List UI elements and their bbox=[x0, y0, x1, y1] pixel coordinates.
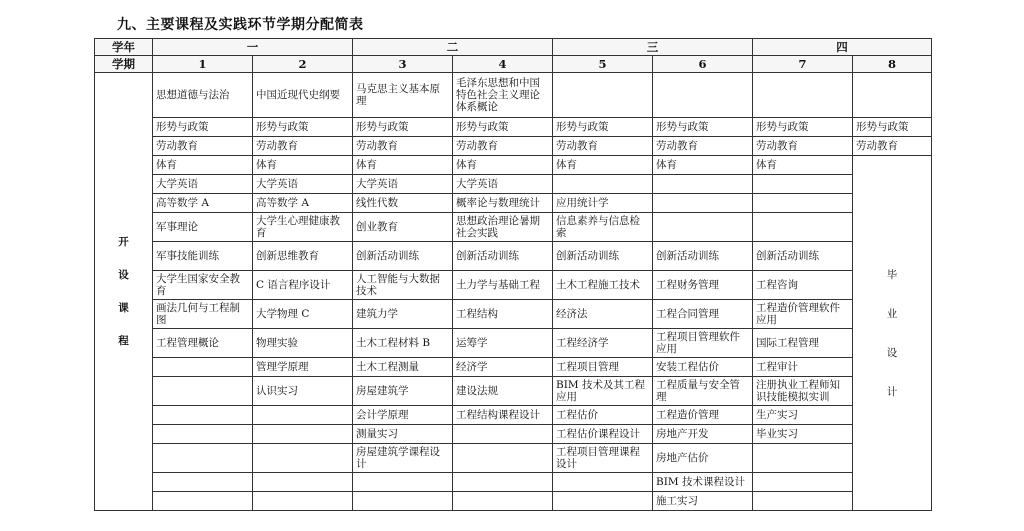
course-cell: 工程造价管理软件应用 bbox=[753, 300, 853, 329]
course-cell: 中国近现代史纲要 bbox=[253, 73, 353, 118]
course-cell: 形势与政策 bbox=[553, 118, 653, 137]
course-cell bbox=[753, 473, 853, 492]
course-cell: 土木工程施工技术 bbox=[553, 271, 653, 300]
term-header-row bbox=[95, 56, 932, 73]
course-cell: 大学英语 bbox=[153, 175, 253, 194]
course-cell: 体育 bbox=[353, 156, 453, 175]
course-cell: 军事技能训练 bbox=[153, 242, 253, 271]
course-cell: 创新活动训练 bbox=[653, 242, 753, 271]
course-cell: 思想道德与法治 bbox=[153, 73, 253, 118]
course-cell bbox=[553, 492, 653, 511]
course-cell: 工程项目管理软件应用 bbox=[653, 329, 753, 358]
course-cell: 形势与政策 bbox=[153, 118, 253, 137]
course-cell: 经济学 bbox=[453, 358, 553, 377]
course-cell: 施工实习 bbox=[653, 492, 753, 511]
course-cell: 房地产开发 bbox=[653, 425, 753, 444]
term-5: 5 bbox=[553, 56, 653, 73]
year-2: 二 bbox=[353, 39, 553, 56]
course-cell: 物理实验 bbox=[253, 329, 353, 358]
course-cell bbox=[553, 175, 653, 194]
course-cell: 建设法规 bbox=[453, 377, 553, 406]
course-cell: 劳动教育 bbox=[453, 137, 553, 156]
course-cell: 体育 bbox=[553, 156, 653, 175]
course-cell bbox=[453, 492, 553, 511]
course-cell: 安装工程估价 bbox=[653, 358, 753, 377]
course-cell bbox=[153, 444, 253, 473]
term-label: 学期 bbox=[95, 56, 153, 73]
course-cell: 高等数学 A bbox=[153, 194, 253, 213]
course-cell: 高等数学 A bbox=[253, 194, 353, 213]
graduation-design-cell bbox=[853, 156, 932, 511]
course-cell bbox=[153, 358, 253, 377]
course-cell: 运筹学 bbox=[453, 329, 553, 358]
table-row bbox=[95, 377, 932, 406]
course-cell bbox=[753, 194, 853, 213]
course-cell bbox=[753, 492, 853, 511]
table-row bbox=[95, 358, 932, 377]
course-cell: 工程质量与安全管理 bbox=[653, 377, 753, 406]
course-cell: 体育 bbox=[453, 156, 553, 175]
table-row bbox=[95, 137, 932, 156]
course-cell bbox=[453, 425, 553, 444]
course-cell: 工程管理概论 bbox=[153, 329, 253, 358]
course-cell bbox=[853, 73, 932, 118]
course-cell: 劳动教育 bbox=[253, 137, 353, 156]
course-cell bbox=[653, 175, 753, 194]
term-4: 4 bbox=[453, 56, 553, 73]
course-cell: 大学生心理健康教育 bbox=[253, 213, 353, 242]
course-cell: 劳动教育 bbox=[853, 137, 932, 156]
course-cell: 工程合同管理 bbox=[653, 300, 753, 329]
course-cell bbox=[253, 492, 353, 511]
graduation-char: 计 bbox=[886, 385, 898, 398]
course-cell: 大学英语 bbox=[253, 175, 353, 194]
course-cell bbox=[253, 425, 353, 444]
table-title: 九、主要课程及实践环节学期分配简表 bbox=[117, 17, 364, 33]
course-cell: 劳动教育 bbox=[753, 137, 853, 156]
term-1: 1 bbox=[153, 56, 253, 73]
course-category-label bbox=[95, 73, 153, 511]
course-cell: 建筑力学 bbox=[353, 300, 453, 329]
course-cell: 体育 bbox=[253, 156, 353, 175]
course-cell bbox=[753, 175, 853, 194]
course-cell bbox=[653, 213, 753, 242]
term-7: 7 bbox=[753, 56, 853, 73]
graduation-char: 毕 bbox=[886, 268, 898, 281]
course-cell: 工程估价课程设计 bbox=[553, 425, 653, 444]
graduation-char: 业 bbox=[886, 307, 898, 320]
course-cell: 形势与政策 bbox=[353, 118, 453, 137]
table-row bbox=[95, 242, 932, 271]
term-3: 3 bbox=[353, 56, 453, 73]
course-cell: 工程项目管理 bbox=[553, 358, 653, 377]
course-cell: 会计学原理 bbox=[353, 406, 453, 425]
course-cell: 测量实习 bbox=[353, 425, 453, 444]
course-cell bbox=[153, 425, 253, 444]
course-cell: 工程财务管理 bbox=[653, 271, 753, 300]
table-row bbox=[95, 329, 932, 358]
course-cell: 线性代数 bbox=[353, 194, 453, 213]
course-cell: 生产实习 bbox=[753, 406, 853, 425]
course-cell bbox=[153, 473, 253, 492]
course-cell: 概率论与数理统计 bbox=[453, 194, 553, 213]
category-char: 开 bbox=[118, 236, 129, 248]
course-cell: 创新活动训练 bbox=[353, 242, 453, 271]
course-cell: 人工智能与大数据技术 bbox=[353, 271, 453, 300]
graduation-char: 设 bbox=[886, 346, 898, 359]
course-cell bbox=[253, 444, 353, 473]
course-cell: 大学生国家安全教育 bbox=[153, 271, 253, 300]
course-cell: 体育 bbox=[753, 156, 853, 175]
table-row bbox=[95, 425, 932, 444]
course-cell: 大学英语 bbox=[353, 175, 453, 194]
table-row bbox=[95, 406, 932, 425]
course-cell: 工程估价 bbox=[553, 406, 653, 425]
category-char: 课 bbox=[118, 302, 129, 314]
category-char: 程 bbox=[118, 335, 129, 347]
term-6: 6 bbox=[653, 56, 753, 73]
course-cell: 工程审计 bbox=[753, 358, 853, 377]
course-cell: 工程结构 bbox=[453, 300, 553, 329]
course-cell: 体育 bbox=[153, 156, 253, 175]
course-cell bbox=[453, 444, 553, 473]
table-row bbox=[95, 73, 932, 118]
course-cell: 劳动教育 bbox=[653, 137, 753, 156]
course-cell: 信息素养与信息检索 bbox=[553, 213, 653, 242]
table-row bbox=[95, 271, 932, 300]
course-cell: 大学英语 bbox=[453, 175, 553, 194]
table-row bbox=[95, 213, 932, 242]
course-cell: 国际工程管理 bbox=[753, 329, 853, 358]
course-cell: 土木工程测量 bbox=[353, 358, 453, 377]
course-cell bbox=[353, 473, 453, 492]
course-cell: 体育 bbox=[653, 156, 753, 175]
course-cell: 大学物理 C bbox=[253, 300, 353, 329]
course-cell: 创新活动训练 bbox=[453, 242, 553, 271]
course-cell: 思想政治理论暑期社会实践 bbox=[453, 213, 553, 242]
table-row bbox=[95, 156, 932, 175]
table-row bbox=[95, 194, 932, 213]
year-1: 一 bbox=[153, 39, 353, 56]
course-cell: C 语言程序设计 bbox=[253, 271, 353, 300]
year-4: 四 bbox=[753, 39, 932, 56]
course-allocation-table bbox=[94, 38, 932, 511]
course-cell: 形势与政策 bbox=[453, 118, 553, 137]
table-row bbox=[95, 444, 932, 473]
course-cell: 工程咨询 bbox=[753, 271, 853, 300]
course-cell: 劳动教育 bbox=[153, 137, 253, 156]
course-cell bbox=[553, 73, 653, 118]
course-cell: 创业教育 bbox=[353, 213, 453, 242]
course-cell: 创新思维教育 bbox=[253, 242, 353, 271]
course-cell bbox=[253, 473, 353, 492]
course-cell: 劳动教育 bbox=[353, 137, 453, 156]
course-cell bbox=[653, 194, 753, 213]
course-cell: 军事理论 bbox=[153, 213, 253, 242]
course-cell bbox=[153, 406, 253, 425]
course-cell bbox=[453, 473, 553, 492]
course-cell: 毛泽东思想和中国特色社会主义理论体系概论 bbox=[453, 73, 553, 118]
course-cell: 经济法 bbox=[553, 300, 653, 329]
course-cell bbox=[753, 73, 853, 118]
course-cell: 毕业实习 bbox=[753, 425, 853, 444]
course-cell bbox=[253, 406, 353, 425]
course-cell: 形势与政策 bbox=[253, 118, 353, 137]
table-row bbox=[95, 175, 932, 194]
course-cell: 形势与政策 bbox=[753, 118, 853, 137]
table-row bbox=[95, 492, 932, 511]
course-cell: 马克思主义基本原理 bbox=[353, 73, 453, 118]
course-cell: 应用统计学 bbox=[553, 194, 653, 213]
table-row bbox=[95, 473, 932, 492]
course-cell: 认识实习 bbox=[253, 377, 353, 406]
category-char: 设 bbox=[118, 269, 129, 281]
table-row bbox=[95, 300, 932, 329]
course-cell: 管理学原理 bbox=[253, 358, 353, 377]
course-cell: 房屋建筑学 bbox=[353, 377, 453, 406]
year-3: 三 bbox=[553, 39, 753, 56]
course-cell bbox=[353, 492, 453, 511]
course-cell: 工程结构课程设计 bbox=[453, 406, 553, 425]
course-cell: 工程经济学 bbox=[553, 329, 653, 358]
course-cell: 形势与政策 bbox=[653, 118, 753, 137]
course-cell bbox=[553, 473, 653, 492]
course-cell: 创新活动训练 bbox=[753, 242, 853, 271]
course-cell: 土木工程材料 B bbox=[353, 329, 453, 358]
year-header-row bbox=[95, 39, 932, 56]
table-row bbox=[95, 118, 932, 137]
course-cell bbox=[153, 377, 253, 406]
course-cell: 工程项目管理课程设计 bbox=[553, 444, 653, 473]
course-cell: 土力学与基础工程 bbox=[453, 271, 553, 300]
course-cell: 注册执业工程师知识技能模拟实训 bbox=[753, 377, 853, 406]
course-cell: 劳动教育 bbox=[553, 137, 653, 156]
year-label: 学年 bbox=[95, 39, 153, 56]
course-cell bbox=[653, 73, 753, 118]
course-cell: 形势与政策 bbox=[853, 118, 932, 137]
course-cell: BIM 技术及其工程应用 bbox=[553, 377, 653, 406]
course-cell: 画法几何与工程制图 bbox=[153, 300, 253, 329]
course-cell bbox=[753, 444, 853, 473]
course-cell: 房地产估价 bbox=[653, 444, 753, 473]
course-cell bbox=[753, 213, 853, 242]
term-2: 2 bbox=[253, 56, 353, 73]
course-cell: 房屋建筑学课程设计 bbox=[353, 444, 453, 473]
course-cell: 工程造价管理 bbox=[653, 406, 753, 425]
course-cell: 创新活动训练 bbox=[553, 242, 653, 271]
term-8: 8 bbox=[853, 56, 932, 73]
course-cell bbox=[153, 492, 253, 511]
course-cell: BIM 技术课程设计 bbox=[653, 473, 753, 492]
